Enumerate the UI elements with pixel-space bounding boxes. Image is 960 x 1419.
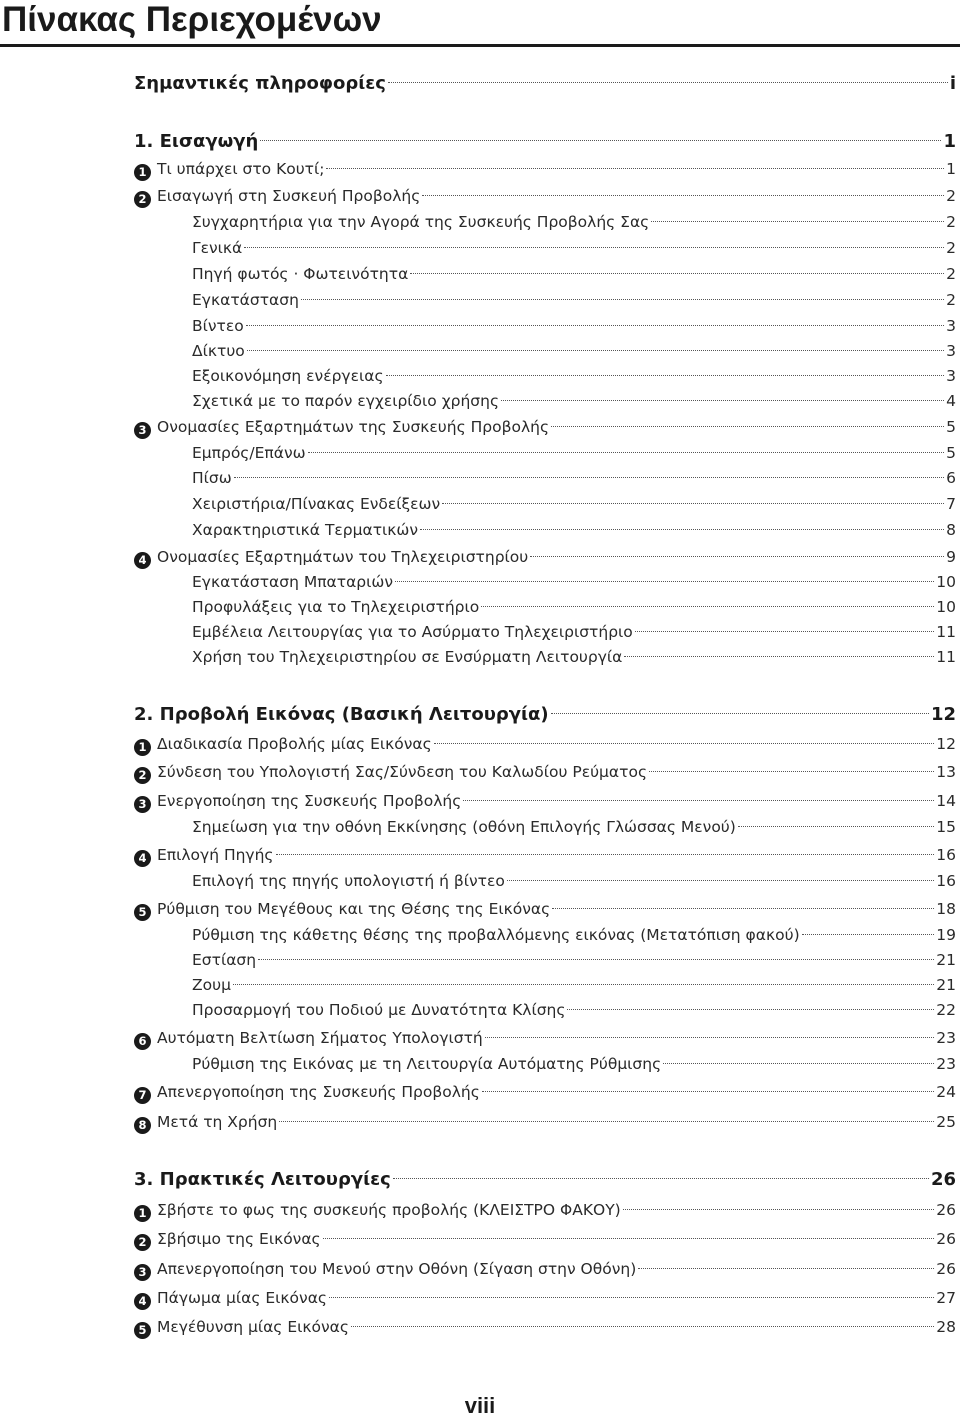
toc-page-number: 7 bbox=[946, 495, 956, 513]
toc-entry-label: Βίντεο bbox=[192, 317, 244, 335]
toc-entry-row[interactable] bbox=[134, 1257, 956, 1281]
toc-page-number: 19 bbox=[936, 926, 956, 944]
toc-entry-row[interactable] bbox=[192, 518, 956, 542]
toc-section-row[interactable] bbox=[134, 701, 956, 729]
toc-entry-label: Προσαρμογή του Ποδιού με Δυνατότητα Κλίσης bbox=[192, 1001, 566, 1019]
toc-page-number: 14 bbox=[936, 792, 956, 810]
item-number-badge: 7 bbox=[134, 1087, 151, 1104]
dot-leader bbox=[551, 425, 944, 427]
toc-page-number: i bbox=[949, 73, 956, 94]
dot-leader bbox=[635, 630, 934, 632]
dot-leader bbox=[329, 1296, 934, 1298]
toc-section-row[interactable] bbox=[134, 1166, 956, 1194]
dot-leader bbox=[482, 1090, 934, 1092]
toc-page-number: 3 bbox=[946, 342, 956, 360]
toc-entry-label: Τι υπάρχει στο Κουτί; bbox=[157, 160, 325, 178]
toc-entry-label: Σύνδεση του Υπολογιστή Σας/Σύνδεση του Καλωδίου Ρεύματος bbox=[157, 763, 648, 781]
dot-leader bbox=[386, 374, 945, 376]
toc-page-number: 26 bbox=[936, 1201, 956, 1219]
toc-page-number: 1 bbox=[943, 131, 956, 152]
toc-page-number: 2 bbox=[946, 213, 956, 231]
toc-entry-label: Εμβέλεια Λειτουργίας για το Ασύρματο Τηλεχειριστήριο bbox=[192, 623, 633, 641]
dot-leader bbox=[651, 220, 944, 222]
toc-entry-row[interactable] bbox=[192, 262, 956, 286]
dot-leader bbox=[422, 194, 944, 196]
toc-page-number: 22 bbox=[936, 1001, 956, 1019]
toc-entry-label: Σημαντικές πληροφορίες bbox=[134, 73, 386, 94]
toc-page-number: 11 bbox=[936, 648, 956, 666]
dot-leader bbox=[246, 324, 944, 326]
toc-entry-row[interactable] bbox=[192, 645, 956, 669]
toc-entry-label: Σχετικά με το παρόν εγχειρίδιο χρήσης bbox=[192, 392, 500, 410]
toc-page-number: 2 bbox=[946, 187, 956, 205]
toc-entry-label: 1. Εισαγωγή bbox=[134, 131, 259, 152]
item-number-badge: 2 bbox=[134, 767, 151, 784]
toc-entry-label: Πίσω bbox=[192, 469, 232, 487]
dot-leader bbox=[551, 712, 929, 714]
toc-page-number: 23 bbox=[936, 1055, 956, 1073]
toc-entry-label: Εγκατάσταση Μπαταριών bbox=[192, 573, 394, 591]
toc-entry-label: Επιλογή της πηγής υπολογιστή ή βίντεο bbox=[192, 872, 505, 890]
toc-page-number: 12 bbox=[930, 704, 956, 725]
dot-leader bbox=[244, 246, 944, 248]
toc-entry-row[interactable] bbox=[192, 288, 956, 312]
item-number-badge: 1 bbox=[134, 164, 151, 181]
item-number-badge: 5 bbox=[134, 904, 151, 921]
dot-leader bbox=[420, 528, 944, 530]
toc-entry-row[interactable] bbox=[134, 760, 956, 784]
toc-entry-row[interactable] bbox=[192, 236, 956, 260]
toc-entry-label: Συγχαρητήρια για την Αγορά της Συσκευής Προβολής Σας bbox=[192, 213, 650, 231]
toc-entry-row[interactable] bbox=[192, 998, 956, 1022]
toc-page-number: 26 bbox=[930, 1169, 956, 1190]
toc-entry-label: Απενεργοποίηση της Συσκευής Προβολής bbox=[157, 1083, 480, 1101]
item-number-badge: 3 bbox=[134, 796, 151, 813]
dot-leader bbox=[552, 907, 934, 909]
toc-entry-row[interactable] bbox=[192, 570, 956, 594]
toc-page-number: 3 bbox=[946, 367, 956, 385]
toc-entry-row[interactable] bbox=[192, 1052, 956, 1076]
dot-leader bbox=[638, 1267, 934, 1269]
dot-leader bbox=[393, 1177, 929, 1179]
toc-page-number: 16 bbox=[936, 846, 956, 864]
toc-page-number: 23 bbox=[936, 1029, 956, 1047]
toc-page-number: 21 bbox=[936, 951, 956, 969]
toc-page-number: 25 bbox=[936, 1113, 956, 1131]
toc-entry-label: Ρύθμιση του Μεγέθους και της Θέσης της Εικόνας bbox=[157, 900, 551, 918]
item-number-badge: 3 bbox=[134, 422, 151, 439]
toc-entry-label: Σημείωση για την οθόνη Εκκίνησης (οθόνη Επιλογής Γλώσσας Μενού) bbox=[192, 818, 736, 836]
dot-leader bbox=[308, 451, 945, 453]
toc-entry-label: Εισαγωγή στη Συσκευή Προβολής bbox=[157, 187, 421, 205]
toc-entry-label: Πάγωμα μίας Εικόνας bbox=[157, 1289, 328, 1307]
toc-page-number: 10 bbox=[936, 598, 956, 616]
toc-entry-label: Μεγέθυνση μίας Εικόνας bbox=[157, 1318, 349, 1336]
toc-page-number: 8 bbox=[946, 521, 956, 539]
item-number-badge: 6 bbox=[134, 1033, 151, 1050]
item-number-badge: 2 bbox=[134, 191, 151, 208]
toc-entry-label: Σβήστε το φως της συσκευής προβολής (ΚΛΕΙΣΤΡΟ ΦΑΚΟΥ) bbox=[157, 1201, 621, 1219]
toc-page-number: 15 bbox=[936, 818, 956, 836]
toc-entry-row[interactable] bbox=[134, 1026, 956, 1050]
toc-page-number: 16 bbox=[936, 872, 956, 890]
toc-entry-label: Ονομασίες Εξαρτημάτων της Συσκευής Προβολής bbox=[157, 418, 550, 436]
toc-page-number: 1 bbox=[946, 160, 956, 178]
dot-leader bbox=[485, 1036, 935, 1038]
item-number-badge: 8 bbox=[134, 1117, 151, 1134]
dot-leader bbox=[247, 349, 944, 351]
item-number-badge: 2 bbox=[134, 1234, 151, 1251]
toc-page-number: 5 bbox=[946, 418, 956, 436]
toc-entry-label: Ενεργοποίηση της Συσκευής Προβολής bbox=[157, 792, 462, 810]
toc-entry-row[interactable] bbox=[192, 595, 956, 619]
item-number-badge: 1 bbox=[134, 739, 151, 756]
toc-entry-row[interactable] bbox=[192, 869, 956, 893]
dot-leader bbox=[233, 983, 934, 985]
toc-entry-label: Εξοικονόμηση ενέργειας bbox=[192, 367, 384, 385]
toc-entry-label: Πηγή φωτός · Φωτεινότητα bbox=[192, 265, 409, 283]
dot-leader bbox=[649, 770, 934, 772]
toc-entry-row[interactable] bbox=[192, 923, 956, 947]
toc-page-number: 28 bbox=[936, 1318, 956, 1336]
toc-section-row[interactable] bbox=[134, 128, 956, 156]
toc-entry-row[interactable] bbox=[192, 466, 956, 490]
toc-entry-label: Ρύθμιση της κάθετης θέσης της προβαλλόμενης εικόνας (Μετατόπιση φακού) bbox=[192, 926, 800, 944]
toc-entry-row[interactable] bbox=[134, 843, 956, 867]
dot-leader bbox=[301, 298, 944, 300]
toc-entry-label: Μετά τη Χρήση bbox=[157, 1113, 278, 1131]
toc-page-number: 3 bbox=[946, 317, 956, 335]
dot-leader bbox=[624, 655, 934, 657]
dot-leader bbox=[623, 1208, 935, 1210]
toc-page-number: 12 bbox=[936, 735, 956, 753]
dot-leader bbox=[802, 933, 935, 935]
dot-leader bbox=[442, 502, 944, 504]
toc-entry-label: Ζουμ bbox=[192, 976, 231, 994]
dot-leader bbox=[434, 742, 935, 744]
toc-entry-label: Ρύθμιση της Εικόνας με τη Λειτουργία Αυτόματης Ρύθμισης bbox=[192, 1055, 662, 1073]
toc-entry-row[interactable] bbox=[134, 1315, 956, 1339]
toc-page-number: 26 bbox=[936, 1230, 956, 1248]
toc-entry-row[interactable] bbox=[134, 789, 956, 813]
toc-page-number: 2 bbox=[946, 239, 956, 257]
toc-entry-row[interactable] bbox=[134, 184, 956, 208]
toc-entry-label: Σβήσιμο της Εικόνας bbox=[157, 1230, 321, 1248]
toc-page-number: 2 bbox=[946, 265, 956, 283]
toc-entry-label: Προφυλάξεις για το Τηλεχειριστήριο bbox=[192, 598, 480, 616]
toc-entry-label: Αυτόματη Βελτίωση Σήματος Υπολογιστή bbox=[157, 1029, 483, 1047]
toc-entry-row[interactable] bbox=[134, 732, 956, 756]
dot-leader bbox=[234, 476, 944, 478]
toc-entry-label: Εγκατάσταση bbox=[192, 291, 299, 309]
toc-entry-row[interactable] bbox=[134, 1198, 956, 1222]
toc-entry-label: Εστίαση bbox=[192, 951, 257, 969]
toc-entry-row[interactable] bbox=[192, 948, 956, 972]
dot-leader bbox=[276, 853, 935, 855]
toc-entry-row[interactable] bbox=[134, 1080, 956, 1104]
item-number-badge: 1 bbox=[134, 1205, 151, 1222]
dot-leader bbox=[351, 1325, 934, 1327]
dot-leader bbox=[663, 1062, 934, 1064]
dot-leader bbox=[463, 799, 934, 801]
toc-entry-row[interactable] bbox=[192, 339, 956, 363]
toc-page-number: 27 bbox=[936, 1289, 956, 1307]
toc-page-number: 21 bbox=[936, 976, 956, 994]
toc-entry-label: 3. Πρακτικές Λειτουργίες bbox=[134, 1169, 391, 1190]
dot-leader bbox=[501, 399, 944, 401]
toc-section-row[interactable] bbox=[134, 70, 956, 98]
toc-entry-row[interactable] bbox=[192, 492, 956, 516]
toc-entry-row[interactable] bbox=[134, 897, 956, 921]
toc-page-number: 5 bbox=[946, 444, 956, 462]
toc-entry-row[interactable] bbox=[192, 973, 956, 997]
item-number-badge: 5 bbox=[134, 1322, 151, 1339]
toc-entry-label: Χαρακτηριστικά Τερματικών bbox=[192, 521, 419, 539]
toc-entry-row[interactable] bbox=[134, 157, 956, 181]
toc-entry-row[interactable] bbox=[192, 389, 956, 413]
toc-entry-row[interactable] bbox=[192, 620, 956, 644]
toc-entry-label: Επιλογή Πηγής bbox=[157, 846, 274, 864]
toc-entry-label: Εμπρός/Επάνω bbox=[192, 444, 306, 462]
toc-entry-row[interactable] bbox=[192, 314, 956, 338]
item-number-badge: 4 bbox=[134, 552, 151, 569]
toc-entry-row[interactable] bbox=[134, 545, 956, 569]
toc-entry-row[interactable] bbox=[192, 210, 956, 234]
dot-leader bbox=[258, 958, 934, 960]
toc-entry-label: Δίκτυο bbox=[192, 342, 245, 360]
toc-entry-label: Διαδικασία Προβολής μίας Εικόνας bbox=[157, 735, 432, 753]
page-title: Πίνακας Περιεχομένων bbox=[2, 0, 382, 39]
toc-page-number: 10 bbox=[936, 573, 956, 591]
toc-entry-row[interactable] bbox=[134, 1286, 956, 1310]
dot-leader bbox=[388, 81, 948, 83]
toc-page-number: 26 bbox=[936, 1260, 956, 1278]
dot-leader bbox=[481, 605, 934, 607]
dot-leader bbox=[279, 1120, 934, 1122]
toc-entry-label: Χρήση του Τηλεχειριστηρίου σε Ενσύρματη Λειτουργία bbox=[192, 648, 623, 666]
toc-page-number: 6 bbox=[946, 469, 956, 487]
toc-entry-row[interactable] bbox=[134, 415, 956, 439]
dot-leader bbox=[260, 139, 941, 141]
dot-leader bbox=[326, 167, 944, 169]
toc-page-number: 13 bbox=[936, 763, 956, 781]
toc-page-number: 24 bbox=[936, 1083, 956, 1101]
item-number-badge: 4 bbox=[134, 850, 151, 867]
toc-page-number: 18 bbox=[936, 900, 956, 918]
item-number-badge: 4 bbox=[134, 1293, 151, 1310]
toc-entry-row[interactable] bbox=[134, 1110, 956, 1134]
toc-entry-label: Απενεργοποίηση του Μενού στην Οθόνη (Σίγαση στην Οθόνη) bbox=[157, 1260, 637, 1278]
item-number-badge: 3 bbox=[134, 1264, 151, 1281]
toc-page-number: 4 bbox=[946, 392, 956, 410]
dot-leader bbox=[410, 272, 944, 274]
toc-page-number: 11 bbox=[936, 623, 956, 641]
toc-entry-row[interactable] bbox=[192, 364, 956, 388]
toc-entry-row[interactable] bbox=[134, 1227, 956, 1251]
dot-leader bbox=[395, 580, 934, 582]
toc-page-number: 2 bbox=[946, 291, 956, 309]
dot-leader bbox=[507, 879, 934, 881]
toc-entry-label: Χειριστήρια/Πίνακας Ενδείξεων bbox=[192, 495, 441, 513]
dot-leader bbox=[567, 1008, 934, 1010]
toc-entry-row[interactable] bbox=[192, 815, 956, 839]
toc-entry-label: Γενικά bbox=[192, 239, 243, 257]
page-number: viii bbox=[464, 1393, 496, 1418]
toc-page-number: 9 bbox=[946, 548, 956, 566]
toc-entry-row[interactable] bbox=[192, 441, 956, 465]
dot-leader bbox=[738, 825, 934, 827]
toc-entry-label: Ονομασίες Εξαρτημάτων του Τηλεχειριστηρίου bbox=[157, 548, 529, 566]
dot-leader bbox=[530, 555, 944, 557]
toc-entry-label: 2. Προβολή Εικόνας (Βασική Λειτουργία) bbox=[134, 704, 549, 725]
dot-leader bbox=[323, 1237, 935, 1239]
